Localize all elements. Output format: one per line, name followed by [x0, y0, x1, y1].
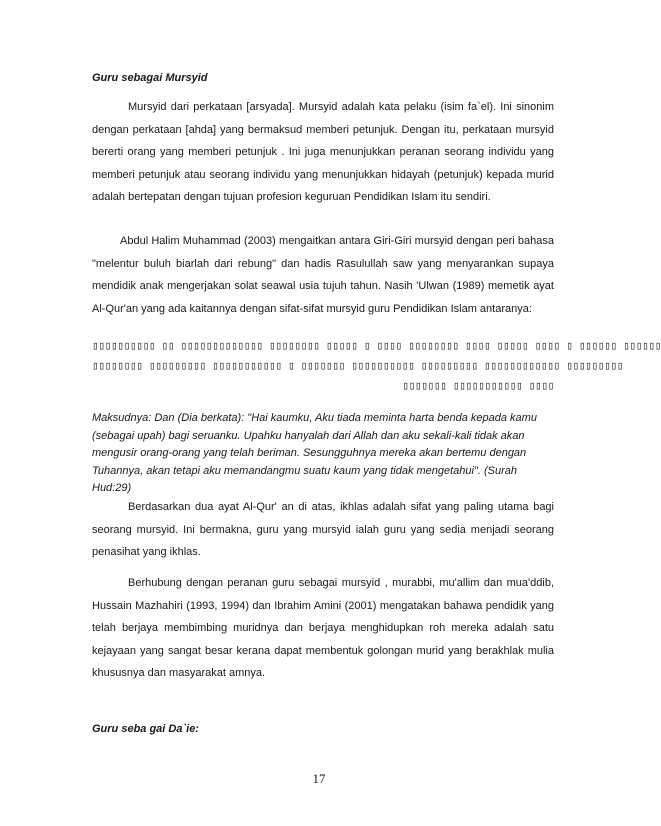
arabic-verse	[92, 336, 661, 396]
section-heading-daie: Guru seba gai Da`ie:	[92, 723, 199, 735]
page-number: 17	[312, 771, 326, 786]
verse-translation: Maksudnya: Dan (Dia berkata): "Hai kaumku, Aku tiada meminta harta benda kepada kamu (sebagai upah) bagi seruanku. Upahku hanyalah dari Allah dan aku sekali-kali tidak akan mengusir orang-orang yang telah beriman. Sesungguhnya mereka akan bertemu dengan Tuhannya, akan tetapi aku memandangmu suatu kaum yang tidak mengetahui". (Surah Hud:29)	[92, 412, 537, 494]
paragraph-abdul-halim: Abdul Halim Muhammad (2003) mengaitkan antara Giri-Giri mursyid dengan peri bahasa "melentur buluh biarlah dari rebung" dan hadis Rasulullah saw yang menyarankan supaya mendidik anak mengerjakan solat seawal usia tujuh tahun. Nasih 'Ulwan (1989) memetik ayat Al-Qur'an yang ada kaitannya dengan sifat-sifat mursyid guru Pendidikan Islam antaranya:	[92, 235, 554, 315]
arabic-verse-line: ▯▯▯▯▯▯▯▯▯▯ ▯▯ ▯▯▯▯▯▯▯▯▯▯▯▯▯ ▯▯▯▯▯▯▯▯ ▯▯▯▯▯ ▯ ▯▯▯▯ ▯▯▯▯▯▯▯▯ ▯▯▯▯ ▯▯▯▯▯ ▯▯▯▯ ▯ ▯▯▯▯▯▯ ▯▯▯▯▯▯	[92, 339, 661, 352]
arabic-verse-line: ▯▯▯▯▯▯▯▯ ▯▯▯▯▯▯▯▯▯ ▯▯▯▯▯▯▯▯▯▯▯ ▯ ▯▯▯▯▯▯▯ ▯▯▯▯▯▯▯▯▯▯ ▯▯▯▯▯▯▯▯▯ ▯▯▯▯▯▯▯▯▯▯▯▯ ▯▯▯▯▯▯▯▯▯	[92, 359, 624, 372]
paragraph-peranan-guru: Berhubung dengan peranan guru sebagai mursyid , murabbi, mu'allim dan mua'ddib, Hussain Mazhahiri (1993, 1994) dan Ibrahim Amini (2001) mengatakan bahawa pendidik yang telah berjaya membimbing muridnya dan berjaya menghidupkan roh mereka adalah satu kejayaan yang sangat besar kerana dapat membentuk golongan murid yang berakhlak mulia khususnya dan masyarakat amnya.	[92, 577, 554, 680]
paragraph-mursyid-definition: Mursyid dari perkataan [arsyada]. Mursyid adalah kata pelaku (isim fa`el). Ini sinonim dengan perkataan [ahda] yang bermaksud memberi petunjuk. Dengan itu, perkataan mursyid bererti orang yang memberi petunjuk . Ini juga menunjukkan peranan seorang individu yang memberi petunjuk atau seorang individu yang menunjukkan hidayah (petunjuk) kepada murid adalah bertepatan dengan tujuan profesion keguruan Pendidikan Islam itu sendiri.	[92, 101, 554, 204]
arabic-verse-line: ▯▯▯▯▯▯▯ ▯▯▯▯▯▯▯▯▯▯▯ ▯▯▯▯	[402, 379, 554, 392]
paragraph-ikhlas: Berdasarkan dua ayat Al-Qur' an di atas, ikhlas adalah sifat yang paling utama bagi seorang mursyid. Ini bermakna, guru yang mursyid ialah guru yang sedia menjadi seorang penasihat yang ikhlas.	[92, 501, 554, 559]
section-heading-mursyid: Guru sebagai Mursyid	[92, 72, 208, 84]
